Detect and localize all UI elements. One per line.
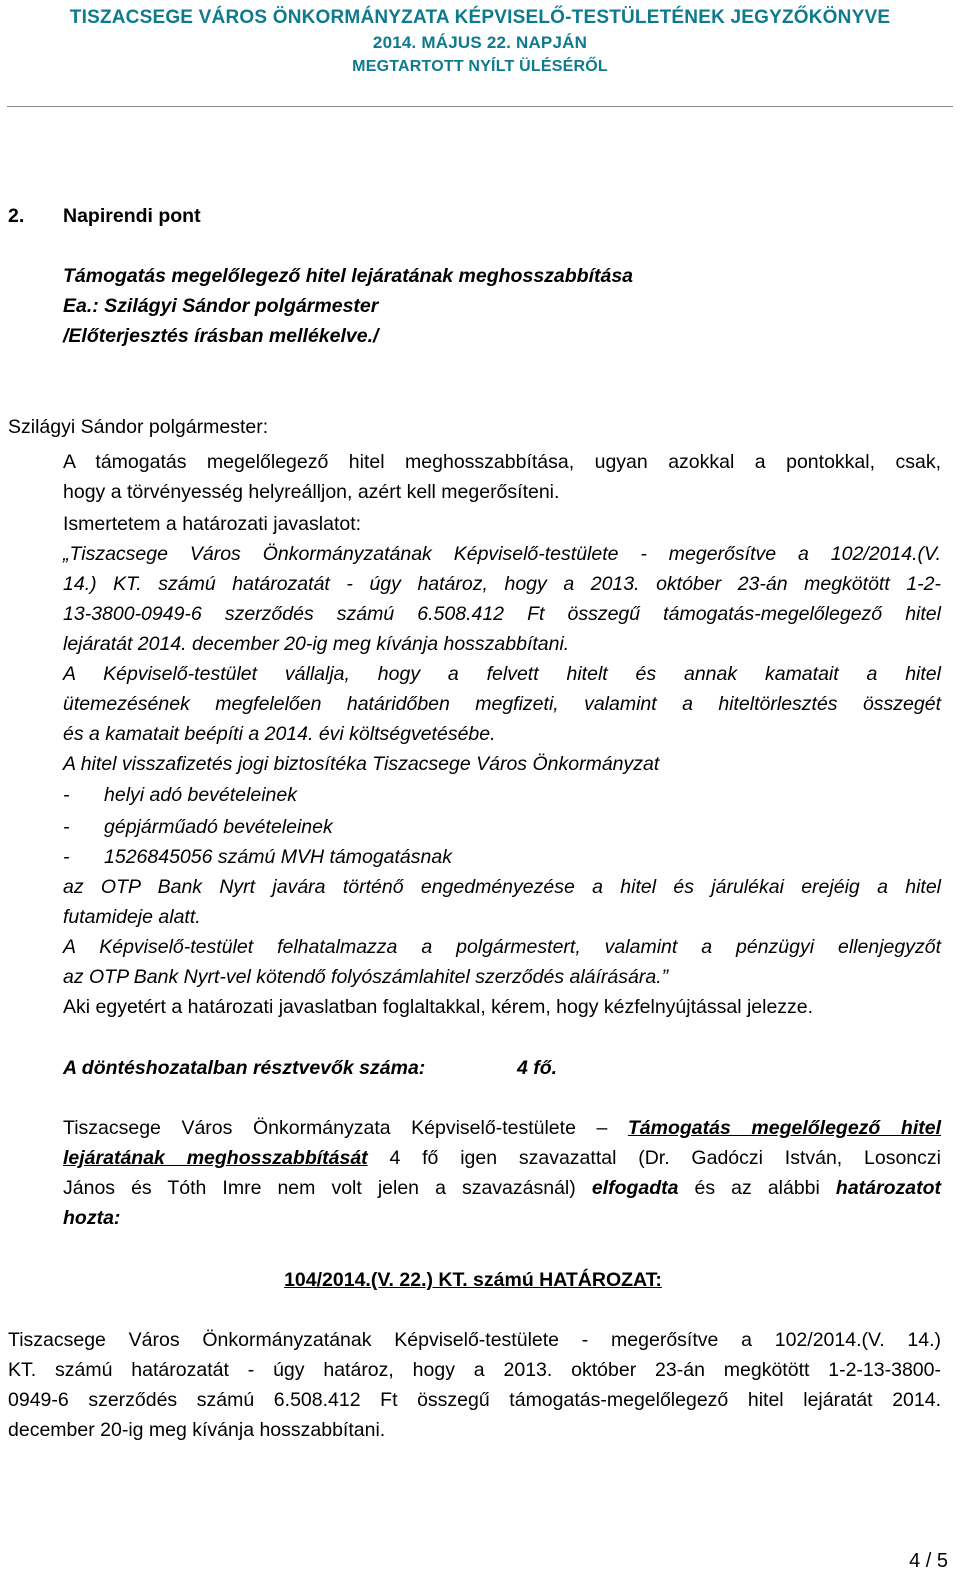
participants-value: 4 fő. <box>517 1057 558 1079</box>
proposal-text: ütemezésének megfelelően határidőben megfizeti, valamint a hiteltörlesztés összegét <box>63 693 941 715</box>
list-dash: - <box>63 816 70 838</box>
list-item: 1526845056 számú MVH támogatásnak <box>104 846 452 868</box>
vote-text <box>63 1144 941 1172</box>
proposal-text: az OTP Bank Nyrt javára történő engedményezése a hitel és járulékai erejéig a hitel <box>63 876 941 898</box>
proposal-text: 14.) KT. számú határozatát - úgy határoz, hogy a 2013. október 23-án megkötött 1-2- <box>63 573 941 595</box>
resolution-text: Tiszacsege Város Önkormányzatának Képviselő-testülete - megerősítve a 102/2014.(V. 14.) <box>8 1329 941 1351</box>
closing-request: Aki egyetért a határozati javaslatban foglaltakkal, kérem, hogy kézfelnyújtással jelezze. <box>63 996 814 1018</box>
vote-topic: lejáratának meghosszabbítását <box>63 1147 368 1169</box>
document-header <box>0 5 960 79</box>
agenda-heading: Napirendi pont <box>63 205 201 227</box>
vote-hozta: hozta: <box>63 1207 121 1229</box>
vote-topic: Támogatás megelőlegező hitel <box>627 1117 941 1139</box>
participants-label: A döntéshozatalban résztvevők száma: <box>63 1057 426 1079</box>
agenda-topic: Támogatás megelőlegező hitel lejáratának meghosszabbítása <box>63 265 634 287</box>
proposal-text: 13-3800-0949-6 szerződés számú 6.508.412 Ft összegű támogatás-megelőlegező hitel <box>63 603 941 625</box>
proposal-text <box>63 963 668 991</box>
proposal-text-line: az OTP Bank Nyrt-vel kötendő folyószámlahitel szerződés aláírására. <box>63 966 662 988</box>
speech-text: A támogatás megelőlegező hitel meghosszabbítása, ugyan azokkal a pontokkal, csak, <box>63 451 941 473</box>
proposal-text: A hitel visszafizetés jogi biztosítéka Tiszacsege Város Önkormányzat <box>63 753 660 775</box>
resolution-text: 0949-6 szerződés számú 6.508.412 Ft összegű támogatás-megelőlegező hitel lejáratát 2014. <box>8 1389 941 1411</box>
agenda-number: 2. <box>8 205 25 227</box>
proposal-text: lejáratát 2014. december 20-ig meg kívánja hosszabbítani. <box>63 633 570 655</box>
list-item: gépjárműadó bevételeinek <box>104 816 333 838</box>
proposal-text: és a kamatait beépíti a 2014. évi költségvetésébe. <box>63 723 496 745</box>
speaker-name: Szilágyi Sándor polgármester: <box>8 416 269 438</box>
proposal-text: futamideje alatt. <box>63 906 201 928</box>
vote-text <box>63 1114 941 1142</box>
agenda-presenter: Ea.: Szilágyi Sándor polgármester <box>63 295 379 317</box>
vote-text-part: 4 fő igen szavazattal (Dr. Gadóczi István, Losonczi <box>389 1147 941 1169</box>
header-title: TISZACSEGE VÁROS ÖNKORMÁNYZATA KÉPVISELŐ-TESTÜLETÉNEK JEGYZŐKÖNYVE <box>69 7 891 28</box>
header-subtitle: MEGTARTOTT NYÍLT ÜLÉSÉRŐL <box>352 58 608 75</box>
header-date: 2014. MÁJUS 22. NAPJÁN <box>372 33 588 52</box>
closing-quote: ” <box>661 966 669 988</box>
page-number: 4 / 5 <box>909 1550 948 1572</box>
vote-text <box>63 1174 941 1202</box>
agenda-attachment: /Előterjesztés írásban mellékelve./ <box>63 325 379 347</box>
vote-resolution-word: határozatot <box>835 1177 942 1199</box>
proposal-text: „Tiszacsege Város Önkormányzatának Képviselő-testülete - megerősítve a 102/2014.(V. <box>63 543 941 565</box>
resolution-title: 104/2014.(V. 22.) KT. számú HATÁROZAT: <box>284 1269 662 1291</box>
vote-text-part: Tiszacsege Város Önkormányzata Képviselő-testülete – <box>63 1117 608 1139</box>
vote-text-part: János és Tóth Imre nem volt jelen a szavazásnál) <box>63 1177 576 1199</box>
speech-text: Ismertetem a határozati javaslatot: <box>63 513 362 535</box>
list-item: helyi adó bevételeinek <box>104 784 297 806</box>
resolution-text: december 20-ig meg kívánja hosszabbítani. <box>8 1419 386 1441</box>
vote-text-part: és az alábbi <box>694 1177 820 1199</box>
proposal-text: A Képviselő-testület vállalja, hogy a felvett hitelt és annak kamatait a hitel <box>63 663 941 685</box>
list-dash: - <box>63 846 70 868</box>
list-dash: - <box>63 784 70 806</box>
speech-text: hogy a törvényesség helyreálljon, azért kell megerősíteni. <box>63 481 560 503</box>
resolution-text: KT. számú határozatát - úgy határoz, hogy a 2013. október 23-án megkötött 1-2-13-3800- <box>8 1359 941 1381</box>
header-divider <box>7 106 953 107</box>
vote-accepted: elfogadta <box>591 1177 679 1199</box>
proposal-text: A Képviselő-testület felhatalmazza a polgármestert, valamint a pénzügyi ellenjegyzőt <box>63 936 941 958</box>
